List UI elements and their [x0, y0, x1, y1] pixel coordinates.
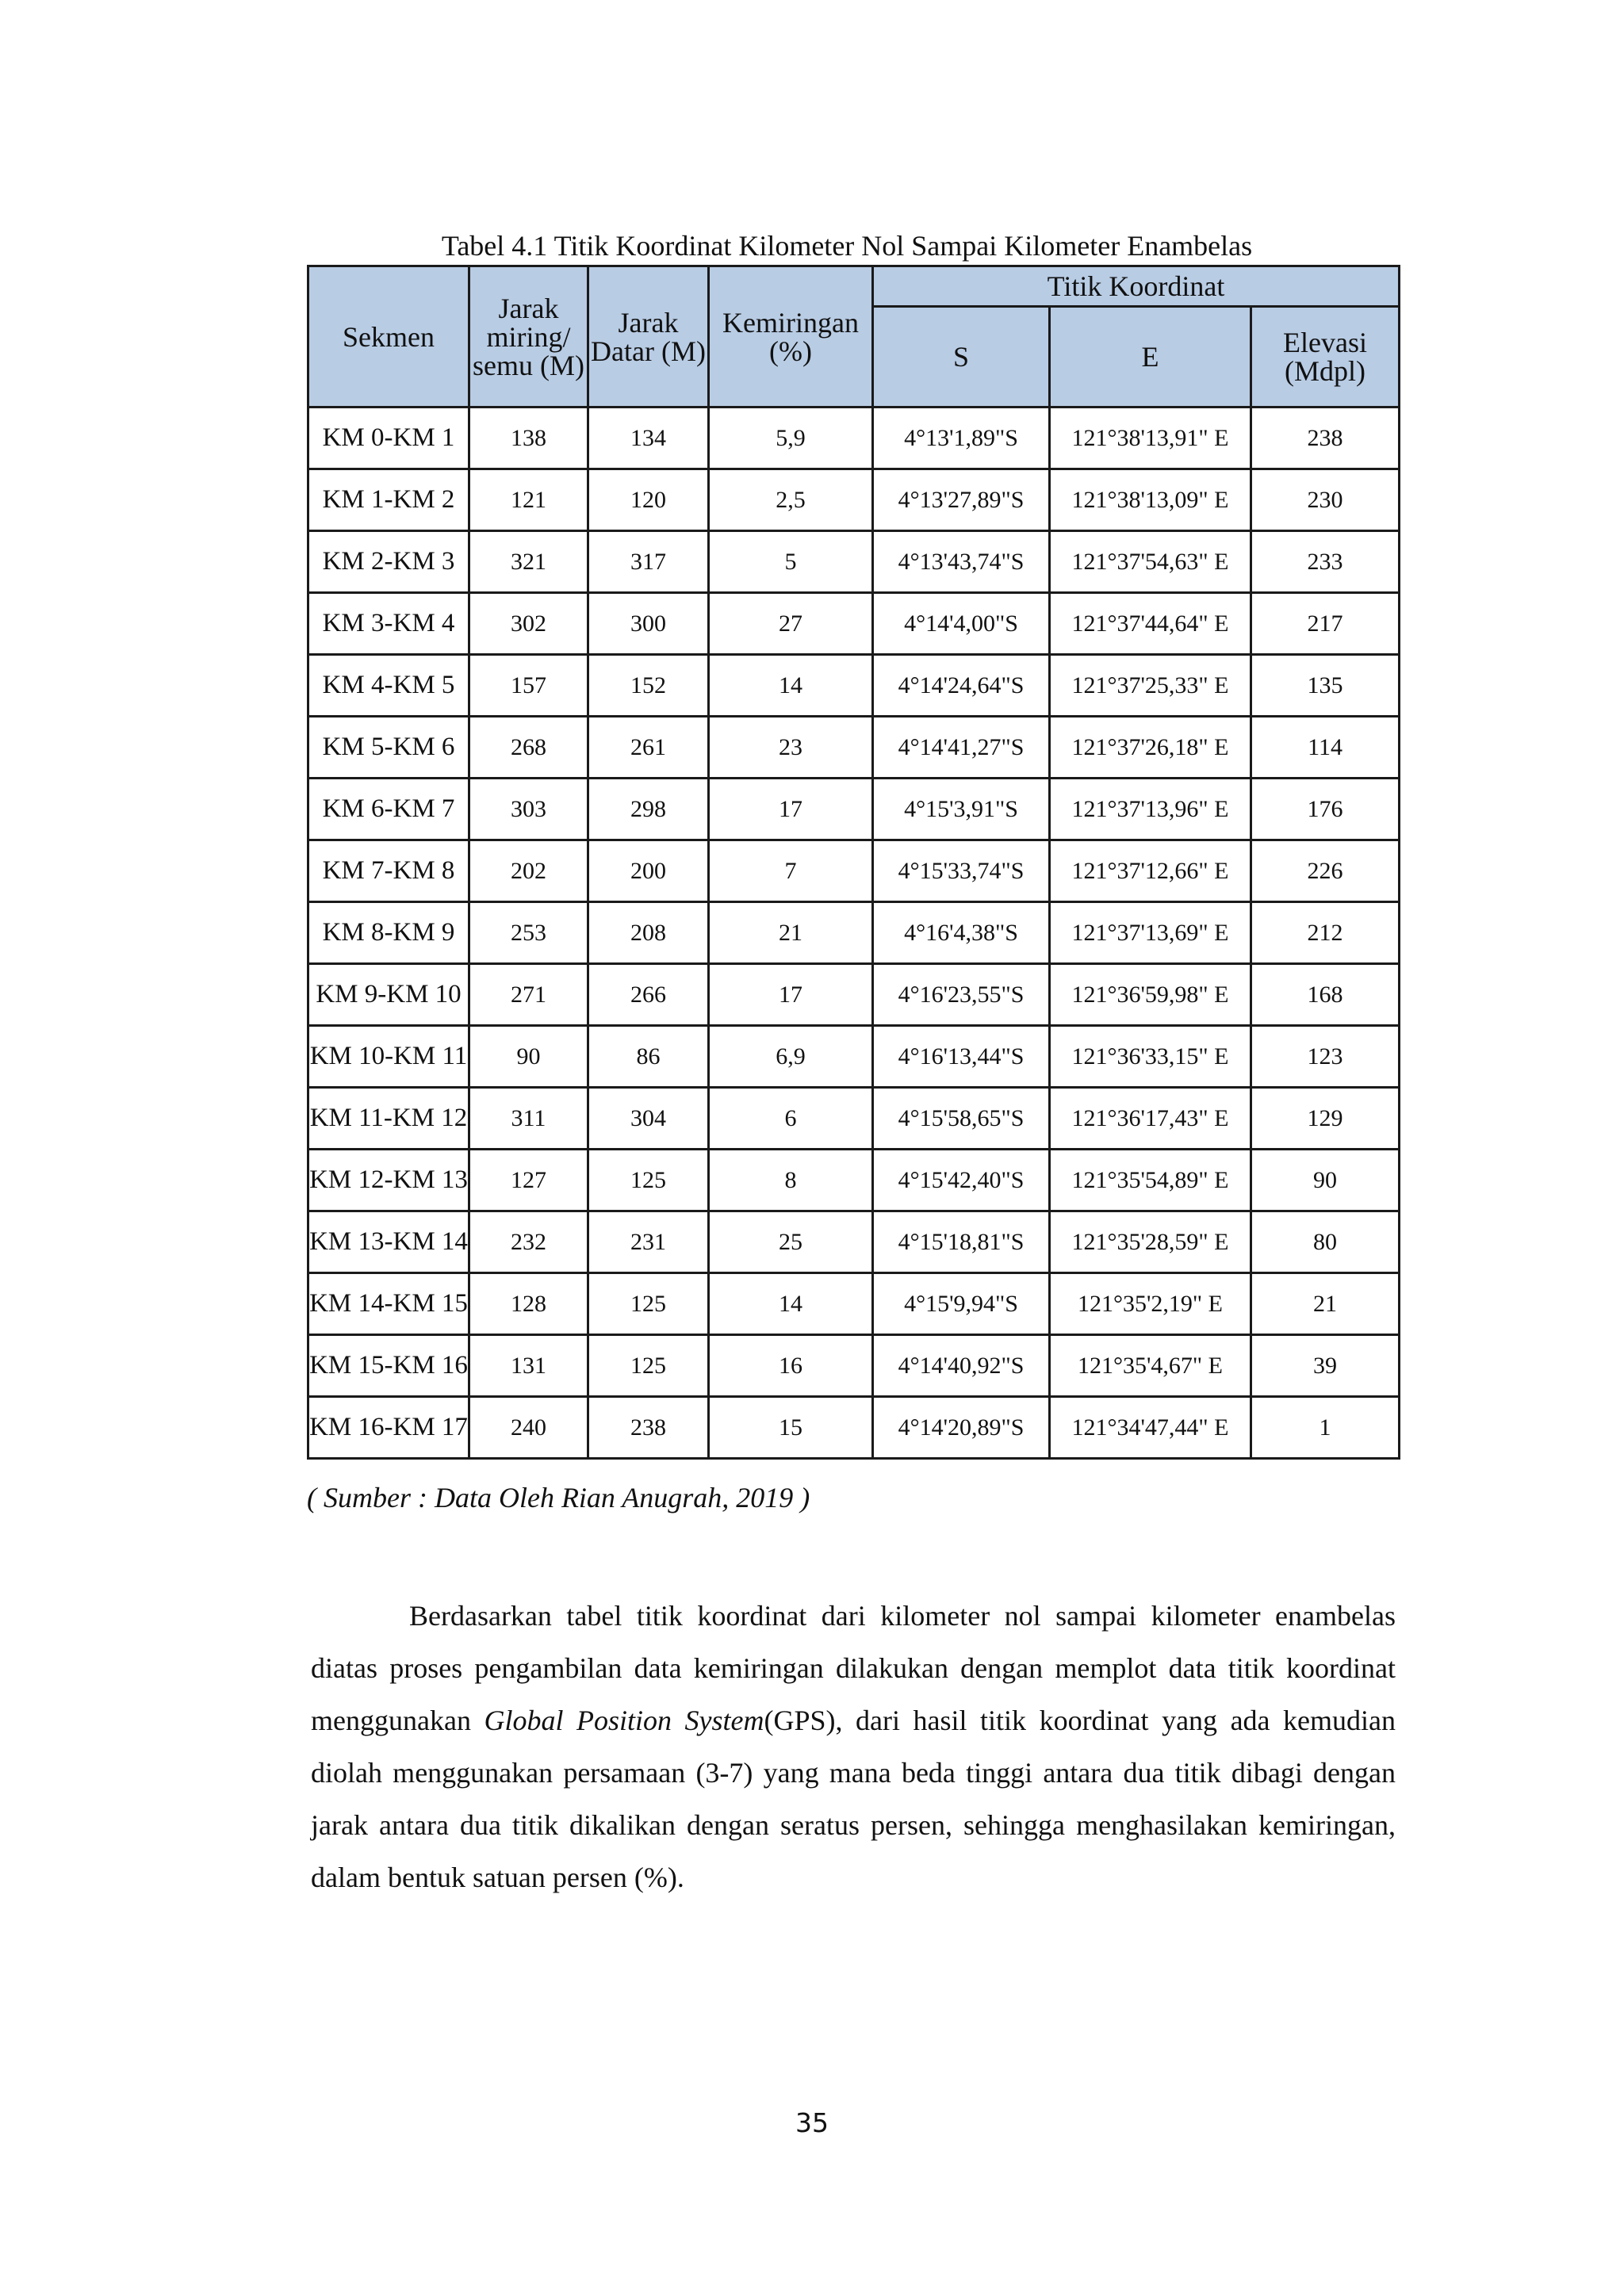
cell-kemiringan: 15 [709, 1397, 873, 1459]
cell-elevasi: 80 [1251, 1211, 1400, 1273]
cell-jarak-miring: 311 [469, 1088, 588, 1150]
table-row [308, 655, 1400, 717]
cell-jarak-miring: 240 [469, 1397, 588, 1459]
cell-jarak-miring: 128 [469, 1273, 588, 1335]
cell-jarak-miring: 138 [469, 408, 588, 469]
cell-jarak-miring: 232 [469, 1211, 588, 1273]
table-row [308, 779, 1400, 840]
header-kemiringan [709, 266, 873, 408]
cell-kemiringan: 27 [709, 593, 873, 655]
table-row [308, 1397, 1400, 1459]
body-paragraph [311, 1590, 1396, 1904]
table-row [308, 717, 1400, 779]
table-row [308, 1150, 1400, 1211]
page-number: 35 [795, 2107, 829, 2138]
table-row [308, 593, 1400, 655]
cell-kemiringan: 21 [709, 902, 873, 964]
cell-jarak-datar: 134 [588, 408, 709, 469]
paragraph-text-2: (GPS), dari hasil titik koordinat yang ada kemudian diolah menggunakan persamaan (3-7) yang mana beda tinggi antara dua titik dibagi dengan jarak antara dua titik dikalikan dengan seratus persen, sehingga menghasilakan kemiringan, dalam bentuk satuan persen (%). [311, 1705, 1396, 1893]
cell-jarak-miring: 157 [469, 655, 588, 717]
cell-jarak-datar: 298 [588, 779, 709, 840]
cell-elevasi: 114 [1251, 717, 1400, 779]
cell-kemiringan: 17 [709, 779, 873, 840]
cell-sekmen: KM 16-KM 17 [308, 1397, 469, 1459]
cell-elevasi: 90 [1251, 1150, 1400, 1211]
header-elevasi-unit: (Mdpl) [1285, 355, 1365, 387]
cell-koordinat-e: 121°37'25,33" E [1050, 655, 1251, 717]
table-row [308, 1211, 1400, 1273]
table-body [308, 408, 1400, 1459]
cell-koordinat-s: 4°14'20,89"S [873, 1397, 1050, 1459]
cell-elevasi: 129 [1251, 1088, 1400, 1150]
cell-kemiringan: 8 [709, 1150, 873, 1211]
cell-koordinat-e: 121°35'54,89" E [1050, 1150, 1251, 1211]
header-titik-koordinat: Titik Koordinat [873, 266, 1400, 307]
cell-jarak-datar: 208 [588, 902, 709, 964]
cell-sekmen: KM 10-KM 11 [308, 1026, 469, 1088]
cell-sekmen: KM 12-KM 13 [308, 1150, 469, 1211]
cell-koordinat-e: 121°35'4,67" E [1050, 1335, 1251, 1397]
cell-jarak-datar: 200 [588, 840, 709, 902]
cell-koordinat-e: 121°37'44,64" E [1050, 593, 1251, 655]
cell-sekmen: KM 15-KM 16 [308, 1335, 469, 1397]
cell-sekmen: KM 9-KM 10 [308, 964, 469, 1026]
header-elevasi-label: Elevasi [1283, 327, 1367, 358]
cell-kemiringan: 16 [709, 1335, 873, 1397]
header-jarak-miring: Jarak miring/ semu (M) [469, 266, 588, 408]
cell-jarak-miring: 127 [469, 1150, 588, 1211]
cell-jarak-datar: 152 [588, 655, 709, 717]
cell-koordinat-e: 121°36'17,43" E [1050, 1088, 1251, 1150]
table-source: ( Sumber : Data Oleh Rian Anugrah, 2019 ) [307, 1482, 810, 1513]
cell-kemiringan: 5 [709, 531, 873, 593]
cell-kemiringan: 23 [709, 717, 873, 779]
cell-elevasi: 226 [1251, 840, 1400, 902]
cell-jarak-miring: 253 [469, 902, 588, 964]
header-kemiringan-label: Kemiringan [722, 306, 859, 339]
cell-elevasi: 176 [1251, 779, 1400, 840]
cell-sekmen: KM 4-KM 5 [308, 655, 469, 717]
cell-jarak-datar: 238 [588, 1397, 709, 1459]
table-row [308, 902, 1400, 964]
cell-sekmen: KM 5-KM 6 [308, 717, 469, 779]
cell-koordinat-s: 4°15'9,94"S [873, 1273, 1050, 1335]
cell-jarak-datar: 304 [588, 1088, 709, 1150]
cell-koordinat-e: 121°38'13,09" E [1050, 469, 1251, 531]
header-sekmen: Sekmen [308, 266, 469, 408]
cell-jarak-datar: 317 [588, 531, 709, 593]
cell-kemiringan: 7 [709, 840, 873, 902]
cell-elevasi: 233 [1251, 531, 1400, 593]
cell-jarak-miring: 271 [469, 964, 588, 1026]
cell-jarak-miring: 303 [469, 779, 588, 840]
cell-elevasi: 135 [1251, 655, 1400, 717]
cell-koordinat-e: 121°37'13,69" E [1050, 902, 1251, 964]
header-elevasi [1251, 307, 1400, 408]
paragraph-italic-term: Global Position System [484, 1705, 764, 1736]
cell-koordinat-s: 4°15'33,74"S [873, 840, 1050, 902]
cell-kemiringan: 25 [709, 1211, 873, 1273]
cell-elevasi: 212 [1251, 902, 1400, 964]
cell-koordinat-e: 121°34'47,44" E [1050, 1397, 1251, 1459]
cell-elevasi: 1 [1251, 1397, 1400, 1459]
cell-koordinat-s: 4°13'1,89"S [873, 408, 1050, 469]
cell-koordinat-e: 121°37'13,96" E [1050, 779, 1251, 840]
cell-jarak-miring: 90 [469, 1026, 588, 1088]
cell-jarak-miring: 321 [469, 531, 588, 593]
cell-koordinat-s: 4°16'13,44"S [873, 1026, 1050, 1088]
cell-sekmen: KM 3-KM 4 [308, 593, 469, 655]
table-row [308, 1026, 1400, 1088]
table-row [308, 1088, 1400, 1150]
cell-jarak-miring: 302 [469, 593, 588, 655]
cell-elevasi: 217 [1251, 593, 1400, 655]
cell-sekmen: KM 1-KM 2 [308, 469, 469, 531]
cell-elevasi: 21 [1251, 1273, 1400, 1335]
cell-jarak-miring: 121 [469, 469, 588, 531]
header-s: S [873, 307, 1050, 408]
cell-koordinat-e: 121°37'54,63" E [1050, 531, 1251, 593]
cell-jarak-datar: 125 [588, 1335, 709, 1397]
cell-elevasi: 123 [1251, 1026, 1400, 1088]
table-row [308, 1273, 1400, 1335]
paragraph-text-1: Berdasarkan tabel titik koordinat dari kilometer nol sampai kilometer enambelas diatas proses pengambilan data kemiringan dilakukan dengan memplot data titik koordinat menggunakan [311, 1600, 1396, 1736]
cell-jarak-datar: 266 [588, 964, 709, 1026]
table-row [308, 1335, 1400, 1397]
cell-sekmen: KM 13-KM 14 [308, 1211, 469, 1273]
cell-elevasi: 39 [1251, 1335, 1400, 1397]
cell-elevasi: 230 [1251, 469, 1400, 531]
table-caption: Tabel 4.1 Titik Koordinat Kilometer Nol Sampai Kilometer Enambelas [441, 230, 1253, 262]
cell-jarak-miring: 202 [469, 840, 588, 902]
cell-koordinat-s: 4°16'4,38"S [873, 902, 1050, 964]
cell-koordinat-s: 4°15'3,91"S [873, 779, 1050, 840]
cell-koordinat-e: 121°37'12,66" E [1050, 840, 1251, 902]
cell-sekmen: KM 8-KM 9 [308, 902, 469, 964]
cell-kemiringan: 14 [709, 655, 873, 717]
table-row [308, 964, 1400, 1026]
cell-koordinat-s: 4°14'41,27"S [873, 717, 1050, 779]
cell-kemiringan: 17 [709, 964, 873, 1026]
cell-kemiringan: 2,5 [709, 469, 873, 531]
coordinate-table [307, 265, 1400, 1460]
cell-koordinat-e: 121°37'26,18" E [1050, 717, 1251, 779]
header-kemiringan-unit: (%) [769, 335, 812, 367]
cell-koordinat-s: 4°14'24,64"S [873, 655, 1050, 717]
cell-jarak-datar: 231 [588, 1211, 709, 1273]
cell-koordinat-s: 4°15'42,40"S [873, 1150, 1050, 1211]
cell-koordinat-s: 4°13'43,74"S [873, 531, 1050, 593]
cell-koordinat-s: 4°14'4,00"S [873, 593, 1050, 655]
cell-sekmen: KM 11-KM 12 [308, 1088, 469, 1150]
cell-sekmen: KM 7-KM 8 [308, 840, 469, 902]
cell-koordinat-s: 4°13'27,89"S [873, 469, 1050, 531]
cell-koordinat-e: 121°36'33,15" E [1050, 1026, 1251, 1088]
cell-koordinat-s: 4°16'23,55"S [873, 964, 1050, 1026]
cell-kemiringan: 6 [709, 1088, 873, 1150]
table-row [308, 531, 1400, 593]
cell-sekmen: KM 14-KM 15 [308, 1273, 469, 1335]
cell-elevasi: 238 [1251, 408, 1400, 469]
cell-jarak-datar: 86 [588, 1026, 709, 1088]
cell-jarak-datar: 120 [588, 469, 709, 531]
table-row [308, 408, 1400, 469]
cell-jarak-datar: 261 [588, 717, 709, 779]
cell-sekmen: KM 0-KM 1 [308, 408, 469, 469]
table-row [308, 840, 1400, 902]
cell-koordinat-s: 4°14'40,92"S [873, 1335, 1050, 1397]
cell-jarak-datar: 125 [588, 1150, 709, 1211]
cell-sekmen: KM 6-KM 7 [308, 779, 469, 840]
cell-kemiringan: 5,9 [709, 408, 873, 469]
cell-elevasi: 168 [1251, 964, 1400, 1026]
cell-jarak-datar: 300 [588, 593, 709, 655]
cell-koordinat-s: 4°15'18,81"S [873, 1211, 1050, 1273]
header-jarak-datar: Jarak Datar (M) [588, 266, 709, 408]
cell-jarak-miring: 131 [469, 1335, 588, 1397]
header-e: E [1050, 307, 1251, 408]
cell-jarak-datar: 125 [588, 1273, 709, 1335]
cell-koordinat-e: 121°35'2,19" E [1050, 1273, 1251, 1335]
cell-koordinat-e: 121°36'59,98" E [1050, 964, 1251, 1026]
cell-sekmen: KM 2-KM 3 [308, 531, 469, 593]
cell-jarak-miring: 268 [469, 717, 588, 779]
cell-koordinat-e: 121°38'13,91" E [1050, 408, 1251, 469]
cell-koordinat-s: 4°15'58,65"S [873, 1088, 1050, 1150]
cell-kemiringan: 6,9 [709, 1026, 873, 1088]
cell-kemiringan: 14 [709, 1273, 873, 1335]
table-row [308, 469, 1400, 531]
cell-koordinat-e: 121°35'28,59" E [1050, 1211, 1251, 1273]
